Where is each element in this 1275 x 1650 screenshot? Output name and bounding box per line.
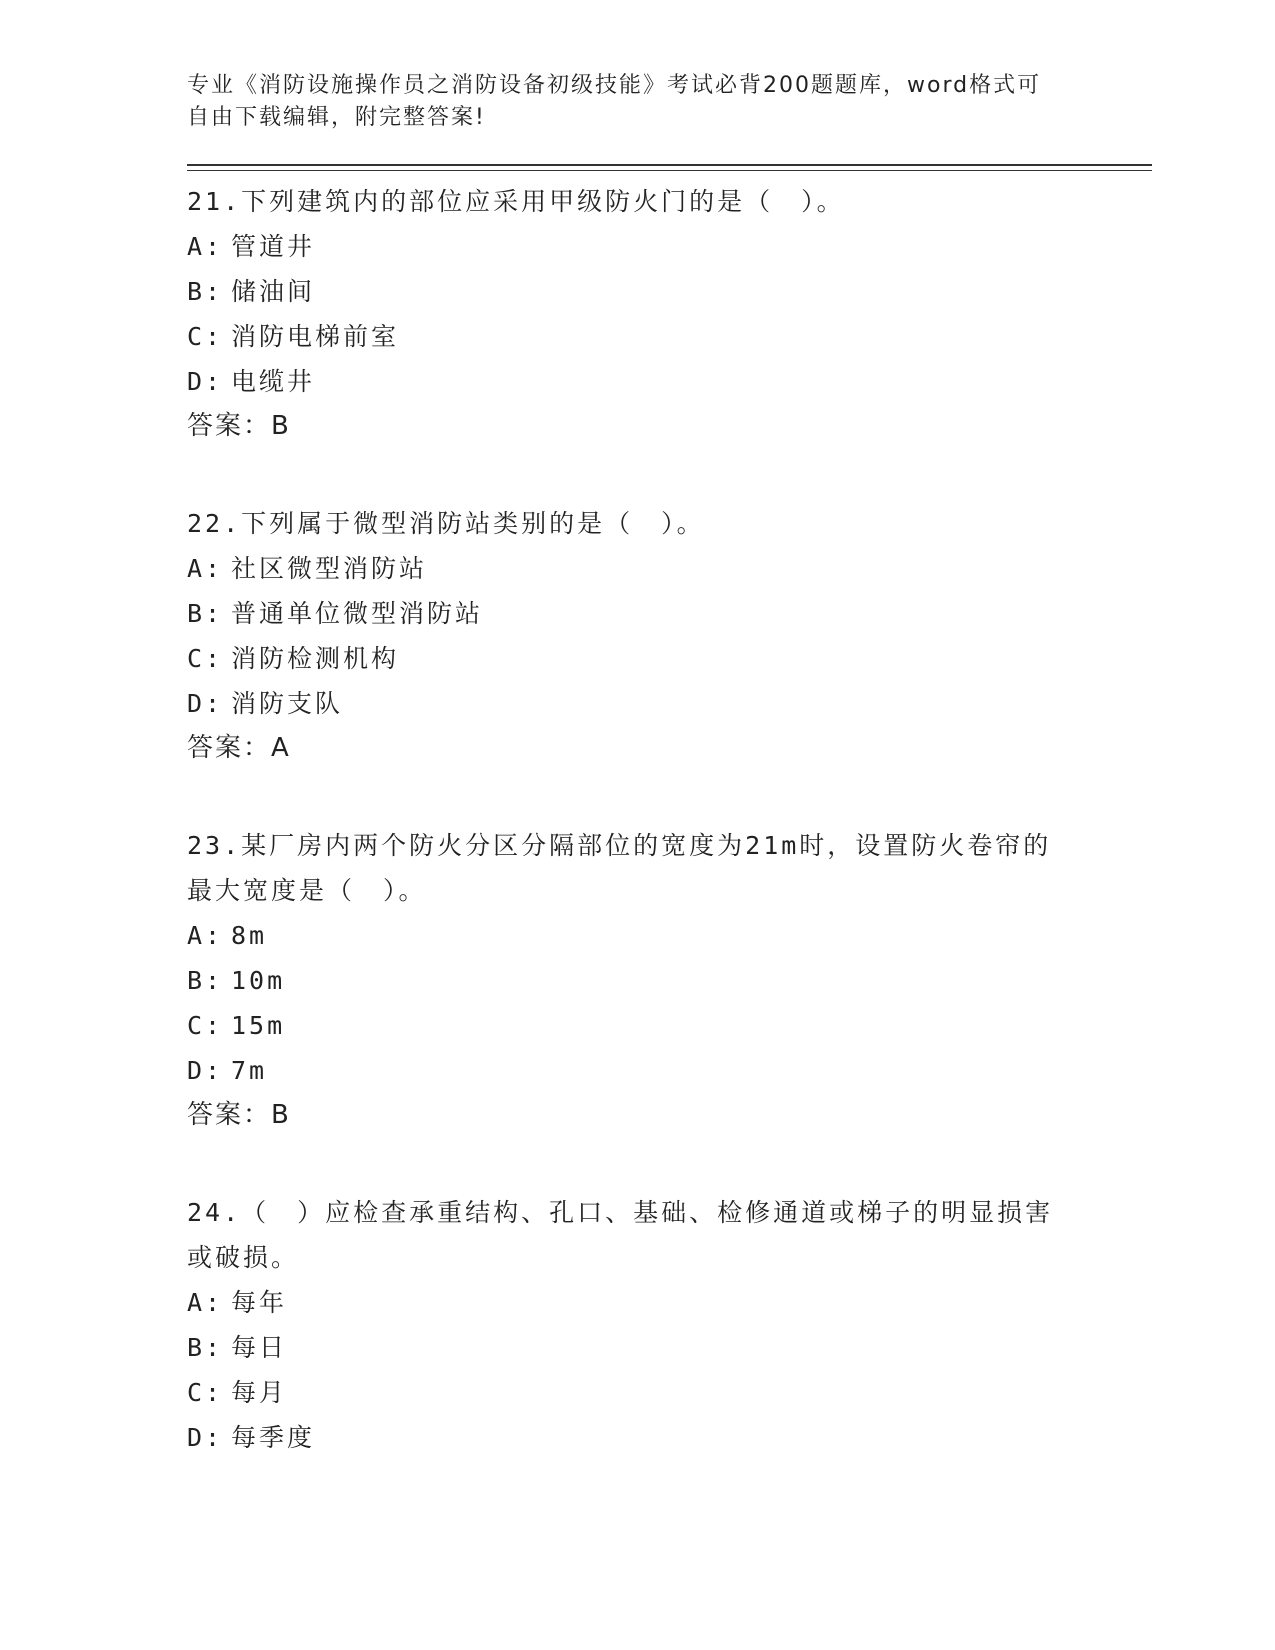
option-d (187, 359, 1147, 404)
question-21 (187, 179, 1147, 449)
answer-line: 答案：B (187, 1100, 291, 1130)
header-line-1: 专业《消防设施操作员之消防设备初级技能》考试必背200题题库，word格式可 (187, 73, 1042, 98)
option-text: 消防支队 (231, 689, 344, 718)
option-letter: C: (187, 1378, 224, 1407)
option-text: 电缆井 (231, 367, 316, 396)
option-letter: A: (187, 554, 224, 583)
option-text: 储油间 (231, 277, 316, 306)
answer-line: 答案：A (187, 733, 291, 763)
option-text: 8m (231, 921, 268, 950)
option-c (187, 636, 1147, 681)
option-d (187, 1415, 1147, 1460)
option-b (187, 269, 1147, 314)
option-letter: B: (187, 277, 224, 306)
header-divider (187, 164, 1152, 171)
option-text: 每月 (231, 1378, 288, 1407)
option-letter: A: (187, 232, 224, 261)
option-text: 普通单位微型消防站 (231, 599, 484, 628)
document-page (187, 70, 1147, 1460)
option-a (187, 546, 1147, 591)
option-text: 15m (231, 1011, 286, 1040)
question-24 (187, 1190, 1147, 1460)
option-text: 每年 (231, 1288, 288, 1317)
document-header (187, 70, 1067, 134)
option-letter: C: (187, 1011, 224, 1040)
option-letter: C: (187, 644, 224, 673)
option-letter: C: (187, 322, 224, 351)
option-d (187, 681, 1147, 726)
option-c (187, 1370, 1147, 1415)
option-letter: D: (187, 367, 224, 396)
option-letter: D: (187, 1056, 224, 1085)
option-text: 社区微型消防站 (231, 554, 428, 583)
option-text: 管道井 (231, 232, 316, 261)
question-22 (187, 501, 1147, 771)
option-letter: A: (187, 921, 224, 950)
option-letter: D: (187, 1423, 224, 1452)
question-stem: 23.某厂房内两个防火分区分隔部位的宽度为21m时，设置防火卷帘的最大宽度是（ ）。 (187, 831, 1052, 905)
question-stem: 24.（ ）应检查承重结构、孔口、基础、检修通道或梯子的明显损害或破损。 (187, 1198, 1054, 1272)
question-stem: 21.下列建筑内的部位应采用甲级防火门的是（ ）。 (187, 187, 845, 216)
option-text: 消防电梯前室 (231, 322, 400, 351)
option-letter: D: (187, 689, 224, 718)
option-b (187, 1325, 1147, 1370)
header-line-2: 自由下载编辑，附完整答案! (187, 105, 486, 130)
option-c (187, 314, 1147, 359)
option-letter: A: (187, 1288, 224, 1317)
option-letter: B: (187, 966, 224, 995)
option-letter: B: (187, 599, 224, 628)
option-b (187, 591, 1147, 636)
answer-line: 答案：B (187, 411, 291, 441)
question-23 (187, 823, 1147, 1138)
option-a (187, 1280, 1147, 1325)
option-text: 每季度 (231, 1423, 316, 1452)
question-stem: 22.下列属于微型消防站类别的是（ ）。 (187, 509, 705, 538)
option-a (187, 224, 1147, 269)
option-a (187, 913, 1147, 958)
option-c (187, 1003, 1147, 1048)
option-text: 7m (231, 1056, 268, 1085)
option-b (187, 958, 1147, 1003)
option-text: 每日 (231, 1333, 288, 1362)
option-text: 10m (231, 966, 286, 995)
option-text: 消防检测机构 (231, 644, 400, 673)
option-d (187, 1048, 1147, 1093)
option-letter: B: (187, 1333, 224, 1362)
